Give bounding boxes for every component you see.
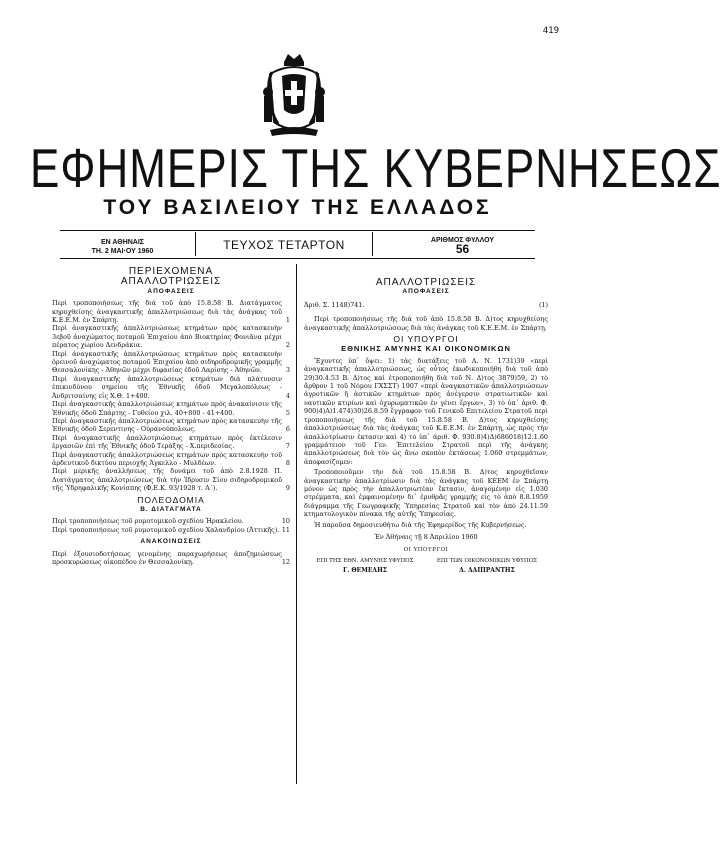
ministers-heading: ΟΙ ΥΠΟΥΡΓΟΙ bbox=[393, 334, 459, 345]
toc-item[interactable] bbox=[52, 299, 290, 324]
toc-item[interactable] bbox=[52, 350, 290, 375]
toc-item-text: Περὶ ἐξουσιοδοτήσεως γενομένης παραχωρήσεως ἀποζημιώσεως προσκυρώσεως οἰκοπέδου ἐν Θεσσαλονίκῃ. bbox=[52, 549, 282, 566]
contents-section bbox=[52, 538, 290, 566]
toc-item-text: Περὶ ἀναγκαστικῆς ἀπαλλοτριώσεως κτημάτων πρὸς κατασκευὴν τοῦ ἀρδευτικοῦ δικτύου περιοχῆς Ἀγκελλο - Μυλδέων. bbox=[52, 450, 282, 467]
contents-column bbox=[52, 266, 290, 566]
toc-item-text: Περὶ μερικῆς ἀναλλήσεως τῆς δυνάμει τοῦ ἀπὸ 2.8.1928 Π. Διατάγματος ἀπαλλοτριώσεως διὰ τὴν Ἰδρυσιν Σίου σιδηροδρομικοῦ τῆς Ὑδρηφαλικῆς Κονίσπης (Φ.Ε.Κ. 93/1928 τ. Α΄). bbox=[52, 467, 282, 493]
header-divider-right bbox=[372, 232, 373, 256]
issue-date: ΤΗ. 2 ΜΑΙ·ΟΥ 1960 bbox=[91, 248, 154, 255]
toc-item[interactable] bbox=[52, 526, 290, 534]
toc-item-page: 1 bbox=[285, 316, 290, 325]
decision-date: Ἐν Ἀθήναις τῇ 8 Ἀπριλίου 1960 bbox=[374, 532, 478, 541]
decision-section-title: ΑΠΑΛΛΟΤΡΙΩΣΕΙΣ bbox=[375, 277, 477, 288]
toc-item-page: 3 bbox=[285, 366, 290, 375]
toc-item-text: Περὶ τροποποιήσεως τοῦ ρυμοτομικοῦ σχεδίου Ἡρακλείου. bbox=[52, 517, 244, 526]
section-title: ΑΠΑΛΛΟΤΡΙΩΣΕΙΣ bbox=[120, 276, 222, 288]
toc-item[interactable] bbox=[52, 324, 290, 349]
column-divider bbox=[296, 264, 297, 784]
decision-paragraph: Τροποποιοῦμεν τὴν διὰ τοῦ 15.8.58 Β. Δ)τος κηρυχθεῖσαν ἀναγκαστικὴν ἀπαλλοτρίωσιν διὰ τὰς ἀνάγκας τοῦ ΚΕΕΜ ἐν Σπάρτῃ μόνον ὡς πρὸς τὴν ἀπαλλοτριωτέαν ἔκτασιν, ἀναγομένην εἰς 1.030 στρέμματα, καὶ ἐμφαινομένην δι᾽ ἐρυθρᾶς γραμμῆς εἰς τὸ ἀπὸ 8.8.1959 διάγραμμα τῆς Γεωγραφικῆς Ὑπηρεσίας Στρατοῦ καὶ τὸν ἀπὸ 24.11.59 κτηματολογικὸν πίνακα τῆς αὐτῆς Ὑπηρεσίας. bbox=[304, 468, 548, 519]
signer-names bbox=[304, 567, 548, 575]
signer-left-name: Γ. ΘΕΜΕΛΗΣ bbox=[342, 567, 388, 575]
decision-paragraph: Ἔχοντες ὑπ᾽ ὄψει: 1) τὰς διατάξεις τοῦ Α. Ν. 1731)39 «περὶ ἀναγκαστικῆς ἀπαλλοτριώσεως, ὡς οὗτος ἐκωδικοποιήθη διὰ τοῦ ἀπὸ 29)30.4.53 Β. Δ)τος καὶ ἐτροποποιήθη διὰ τοῦ Ν. Δ)τος 3879)59, 2) τὸ ἄρθρον 1 τοῦ Νόμου ΓΧΣΣΤ) 1907 «περὶ ἀναγκαστικῶν ἀπαλλοτριώσεων ἀγροτικῶν ἢ ἀστικῶν κτημάτων πρὸς ἀνέγερσιν στρατιωτικῶν καὶ ναυτικῶν κτιρίων καὶ ὀχυρωματικῶν ἐν γένει ἔργων», 3) τὸ ὑπ᾽ ἀριθ. Φ. 900)4)Α)1.474)30)26.8.59 ἔγγραφον τοῦ Γενικοῦ Επιτελείου Στρατοῦ περὶ τροποποιήσεως τῆς διὰ τοῦ 15.8.58 Β. Δ)τος κηρυχθείσης ἀπαλλοτριώσεως διὰ τὰς ἀνάγκας τοῦ Κ.Ε.Ε.Μ. ἐν Σπάρτῃ, ὡς πρὸς τὴν ἀπαλλοτρίωσιν ἐκτασιν καὶ 4) τὸ ὑπ᾽ ἀριθ. Φ. 930.8)4)Δ)686018)12.1.60 γραμμάτειον τοῦ Γεν. Ἐπιτελείου Στρατοῦ περὶ τῆς ἀνάγκης ἀπαλλοτριώσεως διὰ τὸν ὡς ἄνω σκοπὸν ἐκτάσεως 1.060 στρεμμάτων, ἀποφασίζομεν: bbox=[304, 356, 548, 466]
signer-left-role: ΕΠΙ ΤΗΣ ΕΘΝ. ΑΜΥΝΗΣ ΥΦΥΠΟΣ bbox=[316, 557, 414, 564]
section-subtitle: ΑΠΟΦΑΣΕΙΣ bbox=[147, 287, 195, 295]
header-bottom-rule bbox=[60, 258, 535, 259]
royal-coat-of-arms-emblem bbox=[262, 52, 326, 138]
sheet-label: ΑΡΙΘΜΟΣ ΦΥΛΛΟΥ bbox=[430, 237, 495, 244]
toc-item[interactable] bbox=[52, 550, 290, 567]
sheet-number-block bbox=[400, 236, 525, 254]
toc-item[interactable] bbox=[52, 467, 290, 492]
toc-item-page: 12 bbox=[281, 558, 290, 566]
toc-item-text: Περὶ ἀναγκαστικῆς ἀπαλλοτριώσεως κτημάτων πρὸς κατασκευὴν ὀρεινοῦ ἀναχώματος ποταμοῦ Ἐπιχαίου ἀπὸ σιδηροδρομικῆς γραμμῆς Θεσσαλονίκης - Ἀθηνῶν μέχρι διφασίας ἐδοῦ Λαρίσης - Ἀθηνῶν. bbox=[52, 349, 282, 375]
section-subtitle: Β. ΔΙΑΤΑΓΜΑΤΑ bbox=[140, 505, 202, 513]
decision-reference bbox=[304, 301, 548, 309]
toc-item-text: Περὶ ἀναγκαστικῆς ἀπαλλοτριώσεως κτημάτων διὰ πλάτυνσιν ἐπικινδύνου σημείου τῆς Ἐθνικῆς ὁδοῦ Μεγαλοπόλεως - Ἀνδριτσαίνης εἰς Χ.Θ. 1+400. bbox=[52, 374, 282, 400]
signer-right-role: ΕΠΙ ΤΩΝ ΟΙΚΟΝΟΜΙΚΩΝ ΥΦΥΠΟΣ bbox=[436, 557, 538, 564]
toc-item-text: Περὶ ἀναγκαστικῆς ἀπαλλοτριώσεως κτημάτων πρὸς κατασκευὴν τῆς Ἐθνικῆς ὁδοῦ Σερεντινης - Οὐρανούπολεως. bbox=[52, 416, 282, 434]
toc-item-text: Περὶ ἀναγκαστικῆς ἀπαλλοτριώσεως κτημάτων πρὸς ἐκτέλεσιν ἐργασιῶν ἐπὶ τῆς Ἐθνικῆς ὁδοῦ Τεράξης - Χ.περιδεσίας. bbox=[52, 433, 282, 451]
decision-ref-number: Ἀριθ. Σ. 1148)741. bbox=[304, 300, 365, 309]
decision-summary: Περὶ τροποποιήσεως τῆς διὰ τοῦ ἀπὸ 15.8.58 Β. Δ)τος κηρυχθείσης ἀναγκαστικῆς ἀπαλλοτριώσεως διὰ τὰς ἀνάγκας τοῦ Κ.Ε.Ε.Μ. ἐν Σπάρτῃ. bbox=[304, 315, 548, 332]
decision-paragraph: Ἡ παροῦσα δημοσιευθήτω διὰ τῆς Ἐφημερίδος τῆς Κυβερνήσεως. bbox=[314, 520, 527, 529]
toc-item-text: Περὶ ἀναγκαστικῆς ἀπαλλοτριώσεως κτημάτων πρὸς κατασκευὴν 3εβοῦ ἀναχώματος ποταμοῦ Ἐπιχαίου ἀπὸ Βιοκτηρίας Φονιᾶνα μέχρι πέρατος χωρίου Δενδράκια. bbox=[52, 324, 282, 350]
toc-item[interactable] bbox=[52, 517, 290, 525]
page-number: 419 bbox=[542, 26, 559, 36]
toc-item-page: 9 bbox=[285, 484, 290, 493]
toc-item-text: Περὶ τροποποιήσεως τοῦ ρυμοτομικοῦ σχεδίου Χαλανδρίου (Ἀττικῆς). bbox=[52, 525, 280, 534]
toc-item-page: 4 bbox=[285, 391, 290, 400]
toc-item-page: 11 bbox=[281, 525, 290, 534]
toc-item-page: 7 bbox=[285, 442, 290, 451]
issue-place-date bbox=[60, 238, 185, 256]
signer-roles bbox=[304, 557, 548, 565]
issue-label: ΤΕΥΧΟΣ ΤΕΤΑΡΤΟΝ bbox=[223, 238, 345, 252]
gazette-subtitle: ΤΟΥ ΒΑΣΙΛΕΙΟΥ ΤΗΣ ΕΛΛΑΔΟΣ bbox=[103, 196, 492, 219]
decision-column bbox=[304, 277, 548, 576]
decision-section-subtitle: ΑΠΟΦΑΣΕΙΣ bbox=[402, 288, 450, 296]
toc-item[interactable] bbox=[52, 451, 290, 468]
toc-item[interactable] bbox=[52, 400, 290, 417]
issue-place: ΕΝ ΑΘΗΝΑΙΣ bbox=[100, 239, 145, 246]
toc-item-page: 5 bbox=[285, 408, 290, 417]
toc-item[interactable] bbox=[52, 434, 290, 451]
contents-section bbox=[52, 278, 290, 492]
toc-item-page: 8 bbox=[285, 458, 290, 467]
signer-right-name: Δ. ΔΑΙΠΡΑΝΤΗΣ bbox=[459, 567, 515, 575]
signers-title: ΟΙ ΥΠΟΥΡΓΟΙ bbox=[403, 547, 449, 554]
header-top-rule bbox=[60, 230, 535, 231]
toc-item-text: Περὶ ἀναγκαστικῆς ἀπαλλοτριώσεως κτημάτων πρὸς ἀνακαίνισιν τῆς Ἐθνικῆς ὁδοῦ Σπάρτης - Γυθείου χιλ. 40+800 - 41+400. bbox=[52, 400, 282, 417]
sheet-number: 56 bbox=[455, 242, 470, 256]
contents-section bbox=[52, 496, 290, 535]
toc-item-page: 6 bbox=[285, 425, 290, 434]
section-subtitle: ΑΝΑΚΟΙΝΩΣΕΙΣ bbox=[140, 538, 202, 546]
toc-item-page: 2 bbox=[285, 341, 290, 350]
toc-item[interactable] bbox=[52, 417, 290, 434]
toc-item-page: 10 bbox=[281, 517, 290, 526]
gazette-title: ΕΦΗΜΕΡΙΣ ΤΗΣ ΚΥΒΕΡΝΗΣΕΩΣ bbox=[30, 138, 721, 200]
contents-heading: ΠΕΡΙΕΧΟΜΕΝΑ bbox=[128, 266, 214, 277]
header-divider-left bbox=[195, 232, 196, 256]
decision-seq-number: (1) bbox=[538, 300, 548, 309]
toc-item-text: Περὶ τροποποιήσεως τῆς διὰ τοῦ ἀπὸ 15.8.58 Β. Διατάγματος κηρυχθείσης ἀναγκαστικῆς ἀπαλλοτριώσεως διὰ τὰς ἀνάγκας τοῦ Κ.Ε.Ε.Μ. ἐν Σπάρτῃ. bbox=[52, 299, 282, 325]
toc-item[interactable] bbox=[52, 375, 290, 400]
section-title: ΠΟΛΕΟΔΟΜΙΑ bbox=[137, 494, 205, 505]
ministry-name: ΕΘΝΙΚΗΣ ΑΜΥΝΗΣ ΚΑΙ ΟΙΚΟΝΟΜΙΚΩΝ bbox=[341, 344, 511, 354]
